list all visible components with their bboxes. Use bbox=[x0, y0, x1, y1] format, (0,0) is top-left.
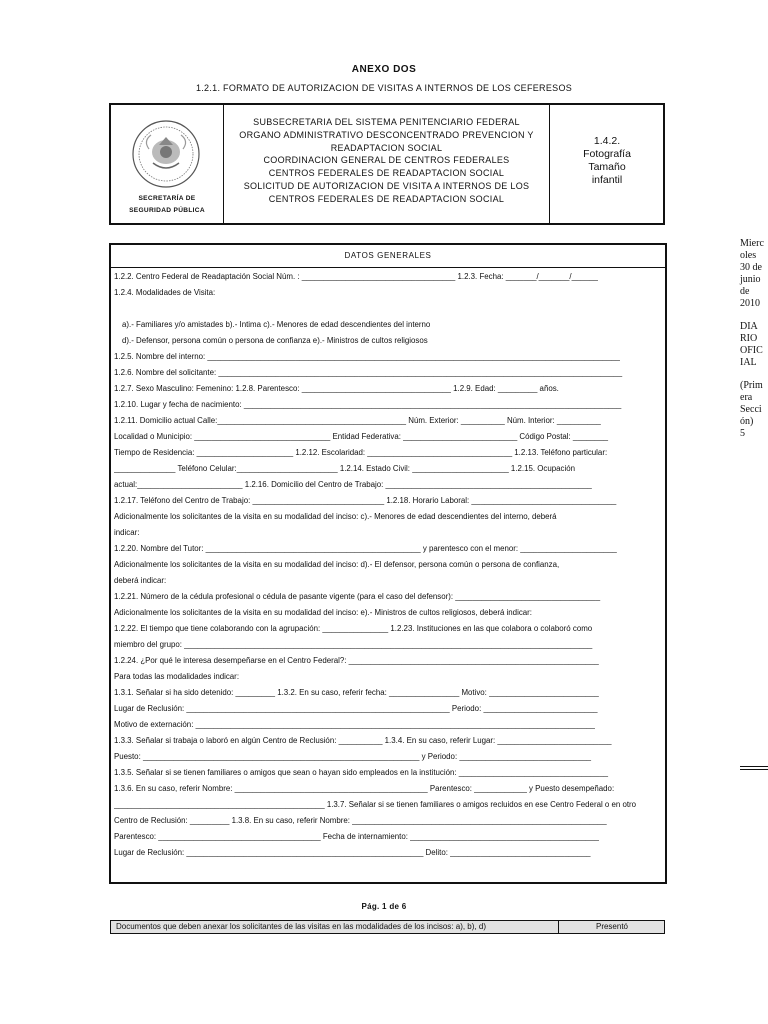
form-line: 1.2.6. Nombre del solicitante: ____________________________________________________________________________________________ bbox=[114, 368, 623, 377]
form-line: Adicionalmente los solicitantes de la visita en su modalidad del inciso: c).- Menores de edad descendientes del interno, deberá bbox=[114, 512, 557, 521]
side-divider bbox=[740, 769, 768, 770]
side-section-line: era bbox=[740, 392, 753, 403]
form-line: 1.2.5. Nombre del interno: ______________________________________________________________________________________________ bbox=[114, 352, 620, 361]
form-line: 1.2.21. Número de la cédula profesional o cédula de pasante vigente (para el caso del defensor): _________________________________ bbox=[114, 592, 601, 601]
side-date-line: oles bbox=[740, 250, 757, 261]
side-section-line: 5 bbox=[740, 428, 745, 439]
form-line: Centro de Reclusión: _________ 1.3.8. En su caso, referir Nombre: __________________________________________________________ bbox=[114, 816, 607, 825]
form-line bbox=[114, 861, 660, 877]
form-line: 1.2.24. ¿Por qué le interesa desempeñarse en el Centro Federal?: _________________________________________________________ bbox=[114, 656, 599, 665]
side-section-line: ón) bbox=[740, 416, 754, 427]
form-line: Tiempo de Residencia: ______________________ 1.2.12. Escolaridad: _________________________________ 1.2.13. Teléfono particular: bbox=[114, 448, 608, 457]
form-line: actual:________________________ 1.2.16. Domicilio del Centro de Trabajo: _______________________________________________ bbox=[114, 480, 592, 489]
form-line: a).- Familiares y/o amistades b).- Intima c).- Menores de edad descendientes del interno bbox=[122, 320, 431, 329]
side-paper-line: IAL bbox=[740, 357, 757, 368]
documents-table-header bbox=[110, 920, 665, 934]
form-line: 1.2.11. Domicilio actual Calle:___________________________________________ Núm. Exterior: __________ Núm. Interior: __________ bbox=[114, 416, 601, 425]
section-title: DATOS GENERALES bbox=[111, 245, 665, 268]
form-line: 1.2.4. Modalidades de Visita: bbox=[114, 288, 216, 297]
org-line: CENTROS FEDERALES DE READAPTACION SOCIAL bbox=[268, 168, 505, 179]
side-section-line: Secci bbox=[740, 404, 762, 415]
form-line: Lugar de Reclusión: ____________________________________________________________ Periodo: __________________________ bbox=[114, 704, 598, 713]
table-divider bbox=[558, 921, 559, 933]
photo-line: Tamaño bbox=[588, 161, 626, 173]
photo-cell bbox=[551, 105, 663, 223]
form-line: 1.2.10. Lugar y fecha de nacimiento: ______________________________________________________________________________________ bbox=[114, 400, 622, 409]
org-line: ORGANO ADMINISTRATIVO DESCONCENTRADO PREVENCION Y bbox=[239, 129, 534, 140]
form-line: Lugar de Reclusión: ______________________________________________________ Delito: ________________________________ bbox=[114, 848, 591, 857]
form-fields bbox=[114, 269, 660, 877]
header-table bbox=[109, 103, 665, 225]
form-line: 1.2.22. El tiempo que tiene colaborando con la agrupación: _______________ 1.2.23. Instituciones en las que colabora o colaboró como bbox=[114, 624, 593, 633]
document-subtitle: 1.2.1. FORMATO DE AUTORIZACION DE VISITAS A INTERNOS DE LOS CEFERESOS bbox=[195, 83, 573, 93]
form-line: 1.3.1. Señalar si ha sido detenido: _________ 1.3.2. En su caso, referir fecha: ________________ Motivo: _________________________ bbox=[114, 688, 599, 697]
form-line: d).- Defensor, persona común o persona de confianza e).- Ministros de cultos religiosos bbox=[122, 336, 428, 345]
documents-header-text: Documentos que deben anexar los solicitantes de las visitas en las modalidades de los incisos: a), b), d) bbox=[116, 922, 486, 931]
government-seal-icon bbox=[131, 119, 201, 189]
form-line: deberá indicar: bbox=[114, 576, 167, 585]
side-section-line: (Prim bbox=[740, 380, 763, 391]
org-line: CENTROS FEDERALES DE READAPTACION SOCIAL bbox=[268, 193, 505, 204]
form-line: 1.3.3. Señalar si trabaja o laboró en algún Centro de Reclusión: __________ 1.3.4. En su caso, referir Lugar: __________________________ bbox=[114, 736, 612, 745]
form-line: miembro del grupo: _____________________________________________________________________________________________ bbox=[114, 640, 593, 649]
agency-name-line-2: SEGURIDAD PÚBLICA bbox=[129, 207, 205, 214]
side-margin-text bbox=[740, 238, 768, 440]
side-date-line: Mierc bbox=[740, 238, 764, 249]
form-line: Adicionalmente los solicitantes de la visita en su modalidad del inciso: e).- Ministros de cultos religiosos, deberá indicar: bbox=[114, 608, 532, 617]
side-date-line: 2010 bbox=[740, 298, 760, 309]
form-line: 1.2.2. Centro Federal de Readaptación Social Núm. : ___________________________________ 1.2.3. Fecha: _______/_______/______ bbox=[114, 272, 598, 281]
side-date-line: de bbox=[740, 286, 750, 297]
agency-name-line-1: SECRETARÍA DE bbox=[138, 195, 196, 202]
side-date-line: 30 de bbox=[740, 262, 762, 273]
organization-cell bbox=[224, 105, 550, 223]
logo-cell bbox=[111, 105, 224, 223]
form-line: 1.3.5. Señalar si se tienen familiares o amigos que sean o hayan sido empleados en la institución: __________________________________ bbox=[114, 768, 608, 777]
form-line: Puesto: _______________________________________________________________ y Periodo: ______________________________ bbox=[114, 752, 591, 761]
form-line: Adicionalmente los solicitantes de la visita en su modalidad del inciso: d).- El defensor, persona común o persona de confianza, bbox=[114, 560, 560, 569]
side-paper-line: RIO bbox=[740, 333, 758, 344]
presented-column-header: Presentó bbox=[595, 922, 629, 931]
form-line bbox=[114, 301, 660, 317]
photo-line: Fotografía bbox=[583, 148, 631, 160]
photo-line: 1.4.2. bbox=[593, 135, 621, 147]
side-paper-line: OFIC bbox=[740, 345, 763, 356]
form-line: ________________________________________________ 1.3.7. Señalar si se tienen familiares o amigos recluidos en ese Centro Federal o en otro bbox=[114, 800, 637, 809]
side-date-line: junio bbox=[740, 274, 761, 285]
form-line: Parentesco: _____________________________________ Fecha de internamiento: ___________________________________________ bbox=[114, 832, 599, 841]
org-line: SUBSECRETARIA DEL SISTEMA PENITENCIARIO FEDERAL bbox=[253, 117, 520, 127]
org-line: COORDINACION GENERAL DE CENTROS FEDERALES bbox=[263, 155, 510, 166]
form-line: Localidad o Municipio: _______________________________ Entidad Federativa: __________________________ Código Postal: ________ bbox=[114, 432, 609, 441]
form-line: Para todas las modalidades indicar: bbox=[114, 672, 240, 681]
form-line: 1.3.6. En su caso, referir Nombre: ____________________________________________ Parentesco: ____________ y Puesto desempeñado: bbox=[114, 784, 615, 793]
form-line: 1.2.7. Sexo Masculino: Femenino: 1.2.8. Parentesco: __________________________________ 1.2.9. Edad: _________ años. bbox=[114, 384, 559, 393]
org-line: SOLICITUD DE AUTORIZACION DE VISITA A INTERNOS DE LOS bbox=[243, 180, 530, 191]
side-paper-line: DIA bbox=[740, 321, 758, 332]
form-line: Motivo de externación: ___________________________________________________________________________________________ bbox=[114, 720, 595, 729]
page-number: Pág. 1 de 6 bbox=[361, 902, 407, 911]
form-line: indicar: bbox=[114, 528, 140, 537]
general-data-form bbox=[109, 243, 667, 884]
photo-line: infantil bbox=[591, 174, 623, 186]
org-line: READAPTACION SOCIAL bbox=[330, 142, 443, 153]
document-title: ANEXO DOS bbox=[351, 64, 417, 75]
form-line: ______________ Teléfono Celular:_______________________ 1.2.14. Estado Civil: ______________________ 1.2.15. Ocupación bbox=[114, 464, 575, 473]
form-line: 1.2.17. Teléfono del Centro de Trabajo: ______________________________ 1.2.18. Horario Laboral: _________________________________ bbox=[114, 496, 617, 505]
form-line: 1.2.20. Nombre del Tutor: _________________________________________________ y parentesco con el menor: ______________________ bbox=[114, 544, 617, 553]
side-divider bbox=[740, 766, 768, 767]
